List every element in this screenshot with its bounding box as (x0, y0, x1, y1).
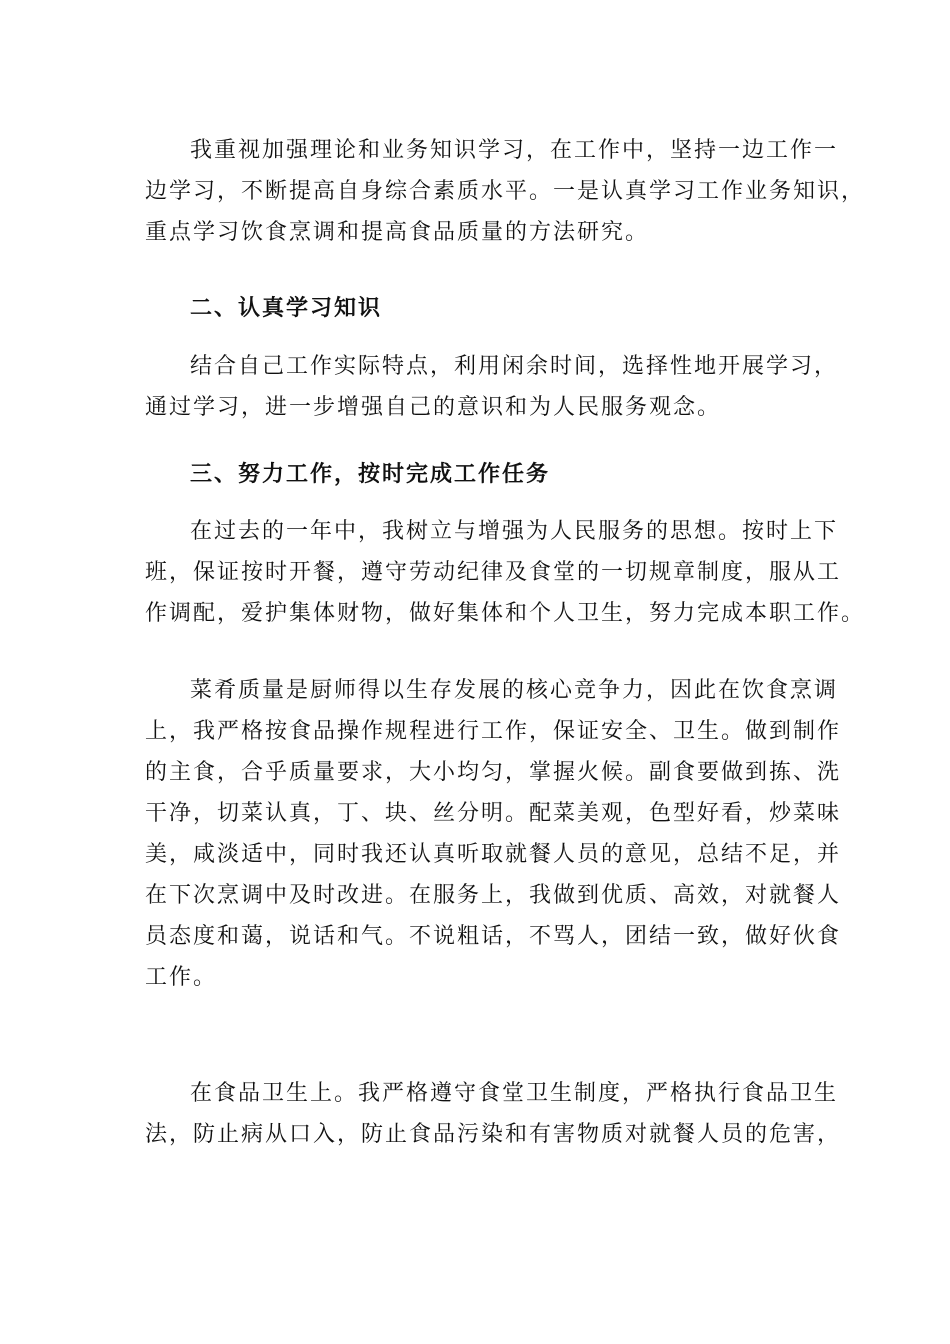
heading-text: 二、认真学习知识 (190, 296, 383, 321)
paragraph-line: 班，保证按时开餐，遵守劳动纪律及食堂的一切规章制度，服从工 (145, 560, 842, 585)
paragraph-learning (145, 346, 839, 428)
paragraph-line: 在食品卫生上。我严格遵守食堂卫生制度，严格执行食品卫生 (190, 1081, 839, 1106)
paragraph-line: 工作。 (145, 965, 218, 990)
paragraph-line: 边学习，不断提高自身综合素质水平。一是认真学习工作业务知识， (145, 179, 866, 204)
paragraph-line: 上，我严格按食品操作规程进行工作，保证安全、卫生。做到制作 (145, 719, 842, 744)
paragraph-line: 通过学习，进一步增强自己的意识和为人民服务观念。 (145, 395, 722, 420)
paragraph-line: 在过去的一年中，我树立与增强为人民服务的思想。按时上下 (190, 519, 839, 544)
paragraph-work-attitude (145, 511, 866, 634)
paragraph-line: 作调配，爱护集体财物，做好集体和个人卫生，努力完成本职工作。 (145, 601, 866, 626)
section-heading-3 (145, 454, 805, 495)
paragraph-line: 干净，切菜认真，丁、块、丝分明。配菜美观，色型好看，炒菜味 (145, 801, 842, 826)
paragraph-line: 重点学习饮食烹调和提高食品质量的方法研究。 (145, 220, 650, 245)
paragraph-line: 我重视加强理论和业务知识学习，在工作中，坚持一边工作一 (190, 138, 839, 163)
paragraph-line: 的主食，合乎质量要求，大小均匀，掌握火候。副食要做到拣、洗 (145, 760, 842, 785)
paragraph-line: 结合自己工作实际特点，利用闲余时间，选择性地开展学习， (190, 354, 839, 379)
paragraph-food-hygiene (145, 1073, 842, 1155)
paragraph-study-theory (145, 130, 866, 253)
paragraph-line: 员态度和蔼，说话和气。不说粗话，不骂人，团结一致，做好伙食 (145, 924, 842, 949)
paragraph-line: 美，咸淡适中，同时我还认真听取就餐人员的意见，总结不足，并 (145, 842, 842, 867)
heading-text: 三、努力工作，按时完成工作任务 (190, 462, 551, 487)
paragraph-dish-quality (145, 670, 842, 998)
section-heading-2 (145, 288, 805, 329)
paragraph-line: 法，防止病从口入，防止食品污染和有害物质对就餐人员的危害， (145, 1122, 842, 1147)
paragraph-line: 在下次烹调中及时改进。在服务上，我做到优质、高效，对就餐人 (145, 883, 842, 908)
paragraph-line: 菜肴质量是厨师得以生存发展的核心竞争力，因此在饮食烹调 (190, 678, 839, 703)
